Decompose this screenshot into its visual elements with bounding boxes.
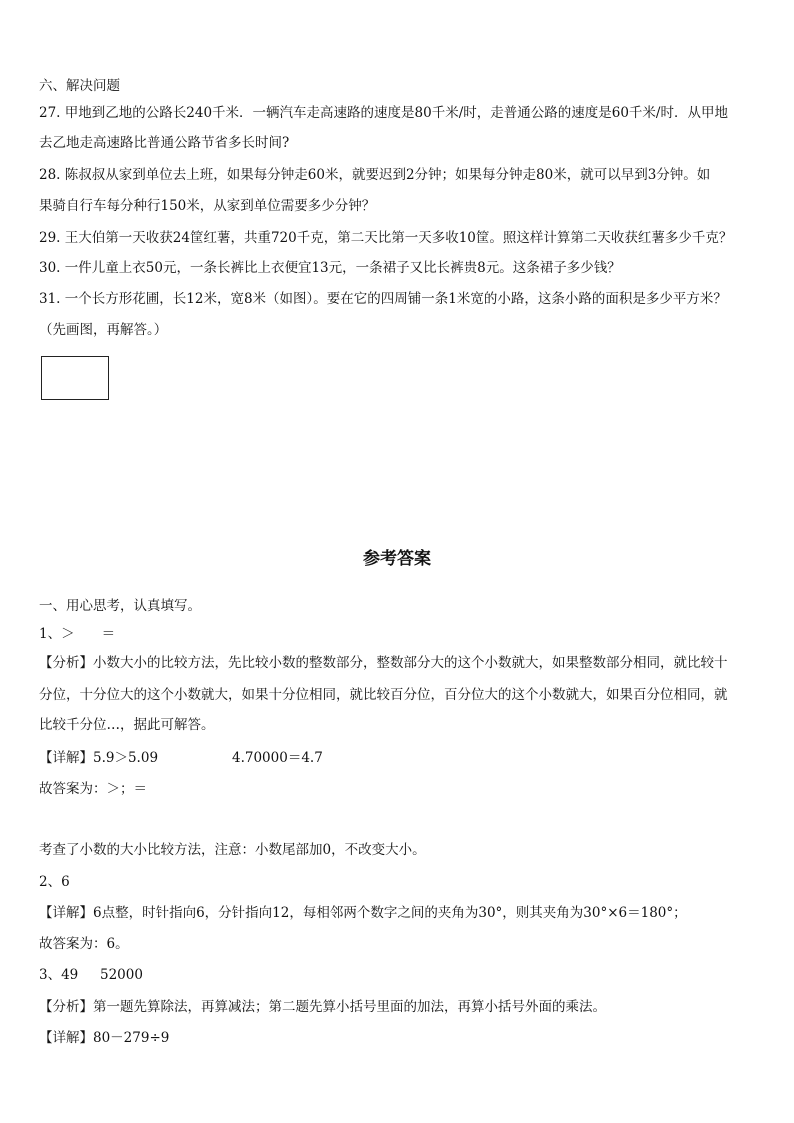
question-28-line2: 果骑自行车每分种行150米，从家到单位需要多少分钟？: [39, 198, 376, 214]
question-31-line1: 31. 一个长方形花圃，长12米，宽8米（如图）。要在它的四周铺一条1米宽的小路，这条小路的面积是多少平方米？: [39, 291, 727, 307]
answer-3-detail: 【详解】80－279÷9: [39, 1030, 170, 1046]
section-heading: 六、解决问题: [39, 78, 120, 94]
answer-1-analysis-line3: 比较千分位…，据此可解答。: [39, 717, 215, 733]
question-31-line2: （先画图，再解答。）: [39, 322, 168, 338]
question-30: 30. 一件儿童上衣50元，一条长裤比上衣便宜13元，一条裙子又比长裤贵8元。这条裙子多少钱？: [39, 260, 621, 276]
answer-3-head-b: 52000: [100, 967, 143, 983]
answer-1-analysis-line2: 分位，十分位大的这个小数就大，如果十分位相同，就比较百分位，百分位大的这个小数就大，如果百分位相同，就: [39, 687, 728, 703]
answer-1-detail-b: 4.70000＝4.7: [232, 750, 323, 766]
answer-1-detail: [39, 749, 323, 767]
answer-2-head: 2、6: [39, 874, 70, 890]
question-29: 29. 王大伯第一天收获24筐红薯，共重720千克，第二天比第一天多收10筐。照这样计算第二天收获红薯多少千克？: [39, 230, 733, 246]
answer-3-analysis: 【分析】第一题先算除法，再算减法；第二题先算小括号里面的加法，再算小括号外面的乘法。: [39, 999, 606, 1015]
answer-3-head: [39, 966, 143, 984]
answer-1-head: 1、＞ ＝: [39, 626, 116, 642]
answer-1-analysis-line1: 【分析】小数大小的比较方法，先比较小数的整数部分，整数部分大的这个小数就大，如果整数部分相同，就比较十: [39, 655, 728, 671]
answers-title: 参考答案: [363, 549, 431, 569]
answer-3-head-a: 3、49: [39, 967, 79, 983]
answer-2-detail: 【详解】6点整，时针指向6，分针指向12，每相邻两个数字之间的夹角为30°，则其夹角为30°×6＝180°；: [39, 905, 687, 921]
answer-1-answer: 故答案为：＞；＝: [39, 781, 147, 797]
answers-section1-heading: 一、用心思考，认真填写。: [39, 598, 201, 614]
garden-rectangle-figure: [41, 356, 109, 400]
question-27-line1: 27. 甲地到乙地的公路长240千米．一辆汽车走高速路的速度是80千米/时，走普通公路的速度是60千米/时．从甲地: [39, 105, 728, 121]
question-27-line2: 去乙地走高速路比普通公路节省多长时间?: [39, 135, 290, 151]
answer-1-detail-a: 【详解】5.9＞5.09: [39, 750, 159, 766]
answer-2-answer: 故答案为：6。: [39, 936, 129, 952]
question-28-line1: 28. 陈叔叔从家到单位去上班，如果每分钟走60米，就要迟到2分钟；如果每分钟走80米，就可以早到3分钟。如: [39, 167, 711, 183]
answer-1-review: 考查了小数的大小比较方法，注意：小数尾部加0，不改变大小。: [39, 842, 426, 858]
